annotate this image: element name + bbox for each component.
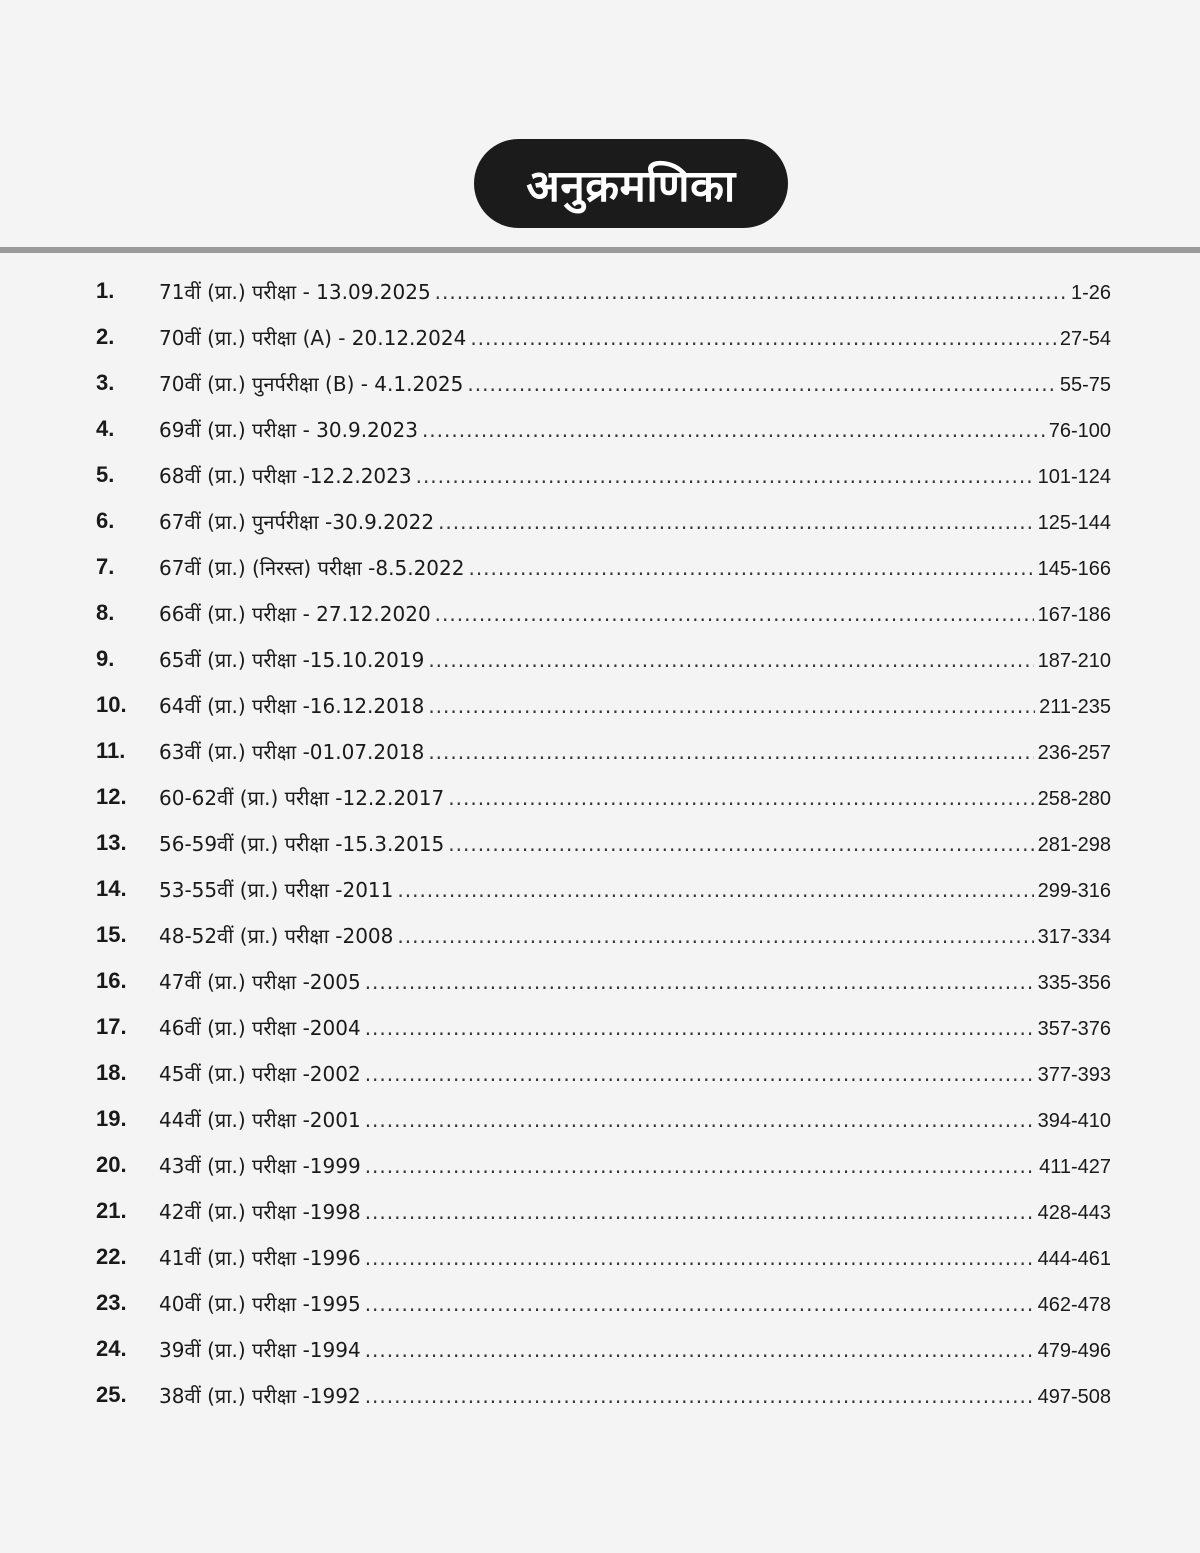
header-divider [0,247,1200,253]
toc-entry-pages: 281-298 [1037,834,1111,856]
toc-entry[interactable] [0,1282,1200,1328]
toc-entry-pages: 211-235 [1039,696,1111,718]
toc-entry-number: 13. [96,830,127,855]
toc-entry-line [159,600,1111,627]
toc-entry[interactable] [0,914,1200,960]
toc-entry-number: 11. [96,738,126,763]
heading-banner [474,139,788,228]
toc-entry[interactable] [0,362,1200,408]
toc-entry-line [159,646,1111,673]
toc-dot-leader [470,326,1056,350]
toc-entry-number: 1. [96,278,115,303]
toc-entry-line [159,876,1111,903]
toc-entry[interactable] [0,1374,1200,1420]
toc-entry-pages: 299-316 [1037,880,1111,902]
toc-entry-number: 19. [96,1106,127,1131]
toc-entry-pages: 101-124 [1037,466,1111,488]
toc-entry[interactable] [0,270,1200,316]
toc-entry-number: 10. [96,692,127,717]
toc-entry-number: 2. [96,324,115,349]
toc-entry-title: 41वीं (प्रा.) परीक्षा -1996 [159,1246,361,1270]
toc-entry-number: 9. [96,646,115,671]
toc-entry-line [159,416,1111,443]
page-title: अनुक्रमणिका [526,160,736,212]
toc-entry-pages: 145-166 [1037,558,1111,580]
toc-entry-number: 20. [96,1152,127,1177]
toc-entry-title: 70वीं (प्रा.) पुनर्परीक्षा (B) - 4.1.2025 [159,372,464,396]
toc-entry-title: 67वीं (प्रा.) पुनर्परीक्षा -30.9.2022 [159,510,435,534]
toc-entry-line [159,1244,1111,1271]
toc-entry-title: 68वीं (प्रा.) परीक्षा -12.2.2023 [159,464,412,488]
toc-entry-title: 67वीं (प्रा.) (निरस्त) परीक्षा -8.5.2022 [159,556,465,580]
toc-entry[interactable] [0,730,1200,776]
toc-entry-pages: 1-26 [1070,282,1111,304]
toc-dot-leader [365,1016,1034,1040]
toc-entry-number: 16. [96,968,127,993]
toc-entry-line [159,1060,1111,1087]
toc-entry-title: 56-59वीं (प्रा.) परीक्षा -15.3.2015 [159,832,445,856]
toc-entry-title: 47वीं (प्रा.) परीक्षा -2005 [159,970,361,994]
toc-entry[interactable] [0,822,1200,868]
toc-entry[interactable] [0,1328,1200,1374]
toc-entry-title: 45वीं (प्रा.) परीक्षा -2002 [159,1062,361,1086]
toc-dot-leader [365,1062,1034,1086]
toc-entry-title: 38वीं (प्रा.) परीक्षा -1992 [159,1384,361,1408]
toc-entry-line [159,738,1111,765]
toc-entry-title: 64वीं (प्रा.) परीक्षा -16.12.2018 [159,694,425,718]
toc-entry-line [159,370,1111,397]
toc-entry[interactable] [0,1236,1200,1282]
toc-entry[interactable] [0,638,1200,684]
toc-entry-number: 6. [96,508,115,533]
toc-dot-leader [428,648,1033,672]
toc-entry-number: 25. [96,1382,127,1407]
toc-entry[interactable] [0,316,1200,362]
toc-entry-number: 3. [96,370,115,395]
toc-entry-number: 15. [96,922,127,947]
toc-entry-title: 39वीं (प्रा.) परीक्षा -1994 [159,1338,361,1362]
toc-entry-title: 44वीं (प्रा.) परीक्षा -2001 [159,1108,361,1132]
toc-entry-title: 71वीं (प्रा.) परीक्षा - 13.09.2025 [159,280,431,304]
toc-entry-pages: 479-496 [1037,1340,1111,1362]
toc-entry-title: 40वीं (प्रा.) परीक्षा -1995 [159,1292,361,1316]
toc-dot-leader [365,1108,1034,1132]
toc-entry-number: 21. [96,1198,127,1223]
toc-entry-line [159,968,1111,995]
toc-entry-pages: 462-478 [1037,1294,1111,1316]
toc-dot-leader [365,1246,1034,1270]
toc-entry[interactable] [0,684,1200,730]
toc-entry-title: 53-55वीं (प्रा.) परीक्षा -2011 [159,878,394,902]
toc-entry-line [159,1290,1111,1317]
toc-entry-line [159,1198,1111,1225]
toc-dot-leader [365,970,1034,994]
toc-entry-line [159,1152,1111,1179]
toc-entry-pages: 444-461 [1037,1248,1111,1270]
toc-entry-line [159,922,1111,949]
toc-dot-leader [422,418,1045,442]
toc-entry-title: 48-52वीं (प्रा.) परीक्षा -2008 [159,924,394,948]
toc-entry[interactable] [0,960,1200,1006]
toc-dot-leader [448,786,1033,810]
toc-entry[interactable] [0,1190,1200,1236]
toc-entry-title: 69वीं (प्रा.) परीक्षा - 30.9.2023 [159,418,418,442]
toc-dot-leader [365,1154,1035,1178]
toc-entry-line [159,324,1111,351]
toc-entry[interactable] [0,500,1200,546]
toc-dot-leader [416,464,1034,488]
toc-entry-pages: 187-210 [1037,650,1111,672]
toc-entry-title: 66वीं (प्रा.) परीक्षा - 27.12.2020 [159,602,431,626]
toc-entry-pages: 357-376 [1037,1018,1111,1040]
toc-entry-title: 70वीं (प्रा.) परीक्षा (A) - 20.12.2024 [159,326,467,350]
toc-entry-pages: 317-334 [1037,926,1111,948]
toc-entry-pages: 27-54 [1059,328,1111,350]
toc-entry-pages: 125-144 [1037,512,1111,534]
toc-entry-title: 63वीं (प्रा.) परीक्षा -01.07.2018 [159,740,425,764]
toc-entry[interactable] [0,592,1200,638]
toc-dot-leader [365,1292,1034,1316]
toc-entry[interactable] [0,1006,1200,1052]
toc-entry-line [159,508,1111,535]
toc-entry-number: 24. [96,1336,127,1361]
toc-entry-title: 42वीं (प्रा.) परीक्षा -1998 [159,1200,361,1224]
toc-entry[interactable] [0,868,1200,914]
toc-dot-leader [365,1384,1034,1408]
toc-entry-number: 7. [96,554,115,579]
toc-dot-leader [397,924,1033,948]
toc-dot-leader [435,280,1067,304]
toc-entry-pages: 428-443 [1037,1202,1111,1224]
toc-entry-number: 14. [96,876,127,901]
toc-entry-pages: 55-75 [1059,374,1111,396]
toc-entry-pages: 76-100 [1048,420,1111,442]
toc-entry-title: 60-62वीं (प्रा.) परीक्षा -12.2.2017 [159,786,445,810]
toc-entry-line [159,554,1111,581]
toc-entry-pages: 411-427 [1039,1156,1111,1178]
toc-entry-number: 18. [96,1060,127,1085]
toc-entry-line [159,1106,1111,1133]
toc-entry-line [159,1014,1111,1041]
toc-entry-line [159,1336,1111,1363]
toc-dot-leader [468,556,1033,580]
toc-entry-pages: 497-508 [1037,1386,1111,1408]
toc-entry-pages: 258-280 [1037,788,1111,810]
toc-entry-line [159,784,1111,811]
toc-entry[interactable] [0,546,1200,592]
toc-entry-number: 4. [96,416,115,441]
toc-entry-title: 65वीं (प्रा.) परीक्षा -15.10.2019 [159,648,425,672]
toc-dot-leader [448,832,1033,856]
toc-entry-number: 17. [96,1014,127,1039]
toc-entry-pages: 377-393 [1037,1064,1111,1086]
toc-entry-pages: 167-186 [1037,604,1111,626]
toc-entry[interactable] [0,408,1200,454]
toc-entry-line [159,1382,1111,1409]
toc-entry-pages: 236-257 [1037,742,1111,764]
toc-entry[interactable] [0,454,1200,500]
toc-entry-number: 5. [96,462,115,487]
toc-entry-line [159,462,1111,489]
toc-dot-leader [428,694,1035,718]
toc-entry-pages: 394-410 [1037,1110,1111,1132]
toc-dot-leader [438,510,1034,534]
toc-entry-number: 22. [96,1244,127,1269]
toc-dot-leader [428,740,1033,764]
toc-entry-number: 23. [96,1290,127,1315]
toc-entry[interactable] [0,776,1200,822]
toc-dot-leader [365,1338,1034,1362]
toc-entry-title: 46वीं (प्रा.) परीक्षा -2004 [159,1016,361,1040]
toc-dot-leader [467,372,1055,396]
toc-entry[interactable] [0,1052,1200,1098]
toc-entry-line [159,830,1111,857]
toc-entry-pages: 335-356 [1037,972,1111,994]
toc-dot-leader [397,878,1033,902]
toc-entry-line [159,692,1111,719]
toc-entry-title: 43वीं (प्रा.) परीक्षा -1999 [159,1154,361,1178]
toc-dot-leader [365,1200,1034,1224]
toc-entry-number: 8. [96,600,115,625]
toc-entry-line [159,278,1111,305]
toc-dot-leader [435,602,1034,626]
toc-entry-number: 12. [96,784,127,809]
toc-entry[interactable] [0,1098,1200,1144]
toc-entry[interactable] [0,1144,1200,1190]
